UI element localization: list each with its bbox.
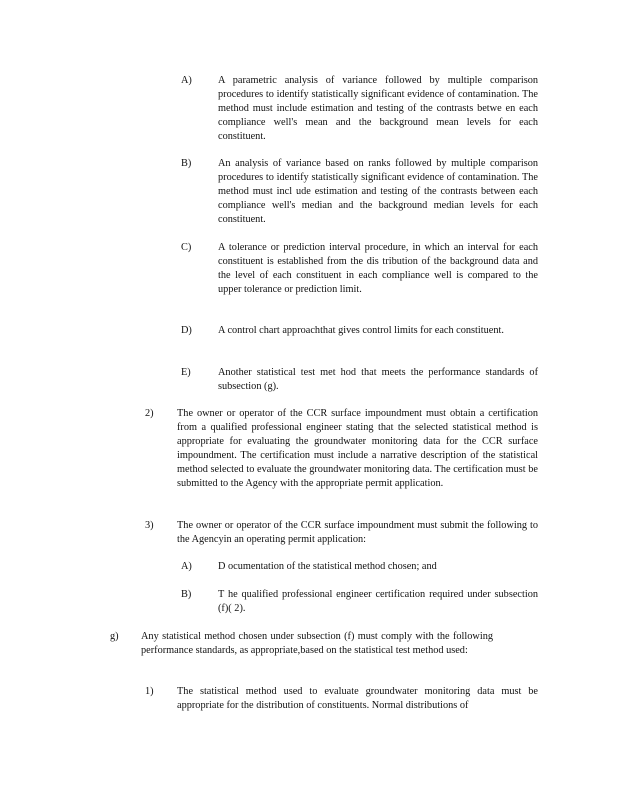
clause-label: A) [181, 75, 192, 86]
clause-text: A tolerance or prediction interval procedure, in which an interval for each constituent is established from the dis tribution of the background data and the level of each constituent in each compliance well is compared to the upper tolerance or prediction limit. [218, 242, 538, 295]
clause-text: An analysis of variance based on ranks followed by multiple comparison procedures to identify statistically significant evidence of contamination. The method must incl ude estimation and testing of the contrasts between each compliance well's median and the background median levels for each constituent. [218, 158, 538, 225]
clause-text: The owner or operator of the CCR surface impoundment must submit the following to the Agencyin an operating permit application: [177, 520, 538, 545]
clause-label: A) [181, 561, 192, 572]
clause-label: E) [181, 367, 191, 378]
clause-label: 3) [145, 520, 154, 531]
clause-text: T he qualified professional engineer certification required under subsection (f)( 2). [218, 589, 538, 614]
clause-text: Another statistical test met hod that meets the performance standards of subsection (g). [218, 367, 538, 392]
clause-text: The statistical method used to evaluate groundwater monitoring data must be appropriate for the distribution of constituents. Normal distributions of [177, 686, 538, 711]
clause-label: 2) [145, 408, 154, 419]
clause-label: B) [181, 589, 192, 600]
clause-text: D ocumentation of the statistical method chosen; and [218, 561, 437, 572]
clause-label: 1) [145, 686, 154, 697]
clause-label: g) [110, 631, 119, 642]
clause-text: The owner or operator of the CCR surface impoundment must obtain a certification from a qualified professional engineer stating that the selected statistical method is appropriate for evaluating the groundwater monitoring data for the CCR surface impoundment. The certification must include a narrative description of the statistical method selected to evaluate the groundwater monitoring data. The certification must be submitted to the Agency with the appropriate permit application. [177, 408, 538, 489]
clause-text: A parametric analysis of variance followed by multiple comparison procedures to identify statistically significant evidence of contamination. The method must include estimation and testing of the contrasts betwe en each compliance well's mean and the background mean levels for each constituent. [218, 75, 538, 142]
clause-label: D) [181, 325, 192, 336]
clause-text: A control chart approachthat gives control limits for each constituent. [218, 325, 504, 336]
clause-label: C) [181, 242, 192, 253]
clause-label: B) [181, 158, 192, 169]
clause-text: Any statistical method chosen under subsection (f) must comply with the following performance standards, as appropriate,based on the statistical test method used: [141, 631, 493, 656]
